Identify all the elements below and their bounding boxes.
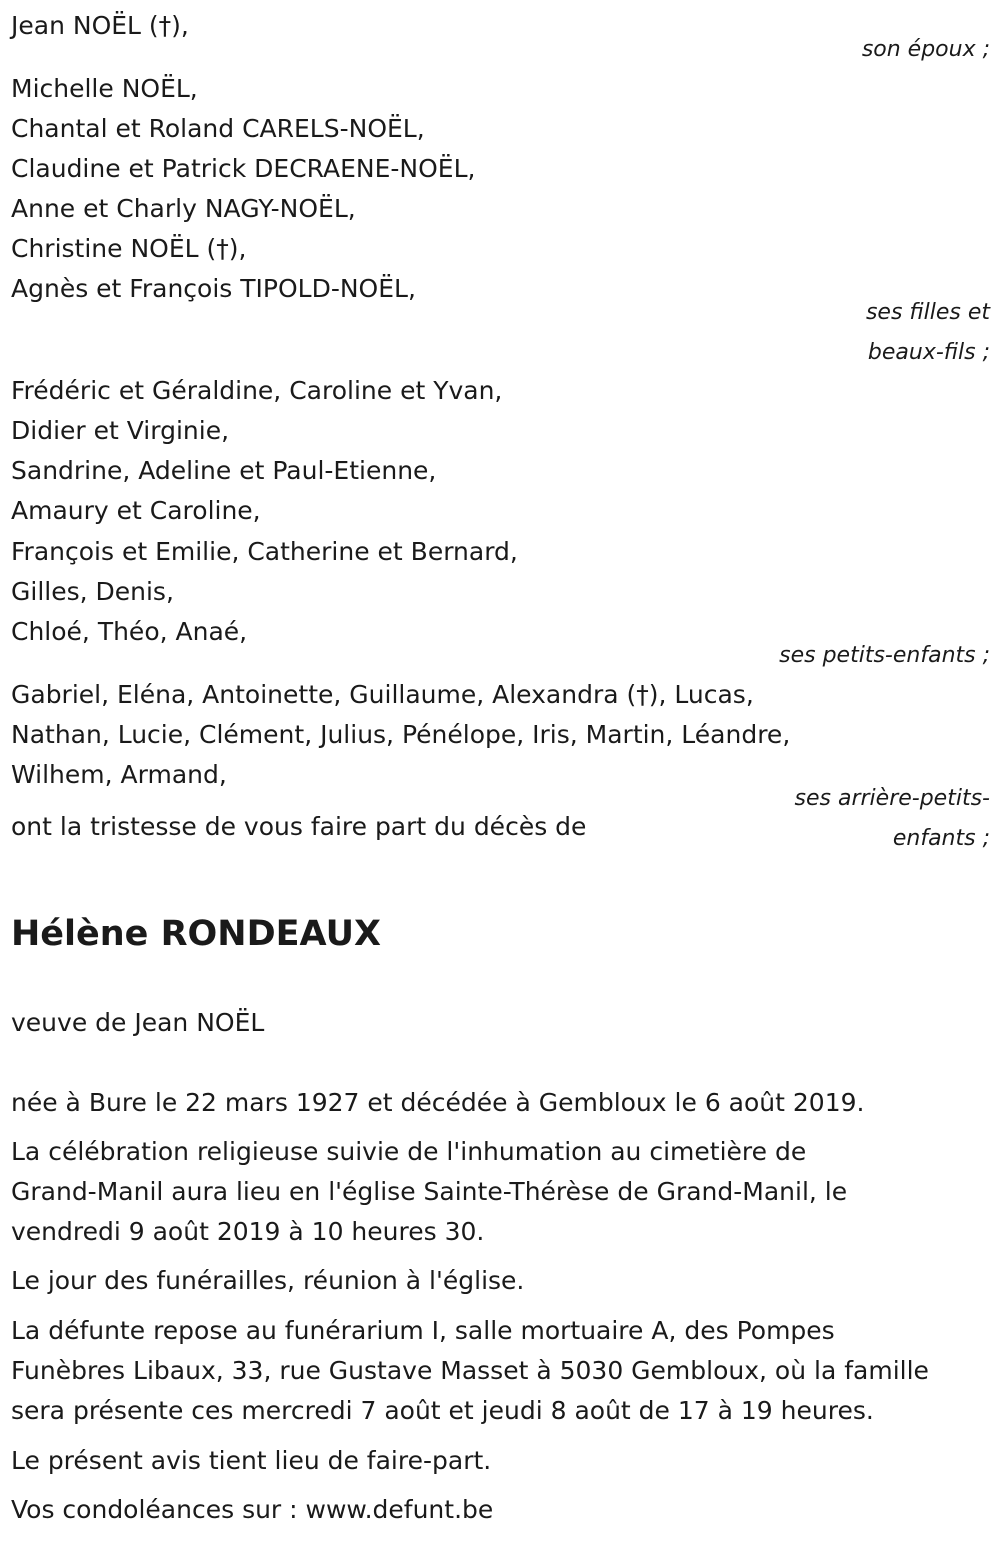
great-grandchildren-line: Wilhem, Armand, [11, 760, 227, 789]
great-grandchildren-line: Gabriel, Eléna, Antoinette, Guillaume, Alexandra (†), Lucas, [11, 680, 754, 709]
spouse-line: Jean NOËL (†), [11, 11, 189, 40]
condolences: Vos condoléances sur : www.defunt.be [11, 1495, 494, 1524]
ceremony-line: Grand-Manil aura lieu en l'église Sainte-Thérèse de Grand-Manil, le [11, 1177, 848, 1206]
viewing-line: Funèbres Libaux, 33, rue Gustave Masset à 5030 Gembloux, où la famille [11, 1356, 929, 1385]
ceremony-line: La célébration religieuse suivie de l'inhumation au cimetière de [11, 1137, 807, 1166]
ceremony-line: vendredi 9 août 2019 à 10 heures 30. [11, 1217, 485, 1246]
grandchildren-line: Amaury et Caroline, [11, 496, 261, 525]
spouse-role: son époux ; [861, 37, 990, 62]
daughter-line: Anne et Charly NAGY-NOËL, [11, 194, 356, 223]
grandchildren-line: François et Emilie, Catherine et Bernard, [11, 537, 518, 566]
daughter-line: Christine NOËL (†), [11, 234, 247, 263]
great-grandchildren-role: ses arrière-petits- [794, 786, 990, 811]
grandchildren-line: Chloé, Théo, Anaé, [11, 617, 248, 646]
daughters-role: beaux-fils ; [867, 340, 990, 365]
great-grandchildren-role: enfants ; [892, 826, 990, 851]
widow-of: veuve de Jean NOËL [11, 1008, 265, 1037]
daughter-line: Agnès et François TIPOLD-NOËL, [11, 274, 416, 303]
grandchildren-role: ses petits-enfants ; [779, 643, 990, 668]
birth-death: née à Bure le 22 mars 1927 et décédée à Gembloux le 6 août 2019. [11, 1088, 865, 1117]
grandchildren-line: Gilles, Denis, [11, 577, 174, 606]
daughters-role: ses filles et [865, 300, 990, 325]
great-grandchildren-line: Nathan, Lucie, Clément, Julius, Pénélope, Iris, Martin, Léandre, [11, 720, 791, 749]
announcement: ont la tristesse de vous faire part du décès de [11, 812, 587, 841]
daughter-line: Claudine et Patrick DECRAENE-NOËL, [11, 154, 476, 183]
daughter-line: Michelle NOËL, [11, 74, 198, 103]
deceased-name: Hélène RONDEAUX [11, 914, 381, 954]
grandchildren-line: Didier et Virginie, [11, 416, 230, 445]
gathering: Le jour des funérailles, réunion à l'église. [11, 1266, 525, 1295]
grandchildren-line: Sandrine, Adeline et Paul-Etienne, [11, 456, 437, 485]
viewing-line: La défunte repose au funérarium I, salle mortuaire A, des Pompes [11, 1316, 835, 1345]
daughter-line: Chantal et Roland CARELS-NOËL, [11, 114, 425, 143]
notice: Le présent avis tient lieu de faire-part. [11, 1446, 492, 1475]
viewing-line: sera présente ces mercredi 7 août et jeudi 8 août de 17 à 19 heures. [11, 1396, 874, 1425]
grandchildren-line: Frédéric et Géraldine, Caroline et Yvan, [11, 376, 503, 405]
